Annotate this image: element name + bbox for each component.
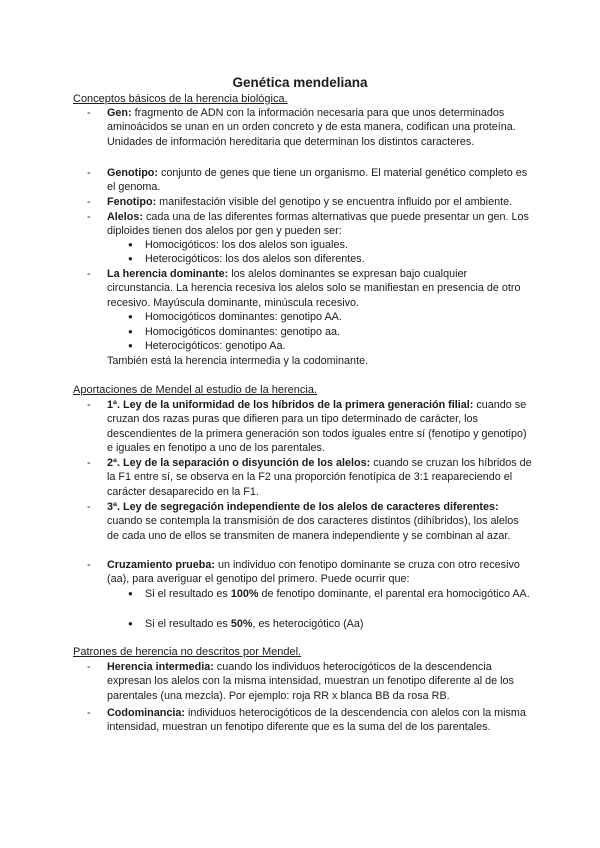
sub-item: Heterocigóticos: genotipo Aa. xyxy=(145,340,286,352)
dash-marker: - xyxy=(87,167,91,179)
term: Gen: xyxy=(107,107,132,119)
term: 2ª. Ley de la separación o disyunción de los alelos: xyxy=(107,457,371,469)
definition: los alelos dominantes se expresan bajo cualquier circunstancia. La herencia recesiva los alelos solo se manifiestan en presencia de otro recesivo. Mayúscula dominante, minúscula recesivo. xyxy=(107,268,521,309)
definition: cuando se cruzan dos razas puras que difieren para un tipo determinado de carácter, los descendientes de la primera generación son todos iguales entre sí (fenotipo y genotipo) e iguales en fenotipo a uno de los parentales. xyxy=(107,399,527,455)
sub-text: , es heterocigótico (Aa) xyxy=(252,618,364,630)
list-item-genotipo xyxy=(107,166,532,195)
sub-bold: 100% xyxy=(230,588,259,600)
bullet-marker: ● xyxy=(128,341,133,350)
dash-marker: - xyxy=(87,661,91,673)
definition: fragmento de ADN con la información necesaria para que unos determinados aminoácidos se unan en un orden concreto y de esta manera, codifican una proteína. Unidades de información hereditaria que determinan los distintos caracteres. xyxy=(107,107,516,148)
dash-marker: - xyxy=(87,559,91,571)
dash-marker: - xyxy=(87,399,91,411)
dash-marker: - xyxy=(87,707,91,719)
sub-item: Homocigóticos: los dos alelos son iguales. xyxy=(145,239,348,251)
sub-item: Homocigóticos dominantes: genotipo AA. xyxy=(145,311,342,323)
list-item-ley-1 xyxy=(107,398,532,456)
dash-marker: - xyxy=(87,457,91,469)
page-title: Genética mendeliana xyxy=(232,75,368,90)
dash-marker: - xyxy=(87,107,91,119)
term: Codominancia: xyxy=(107,707,185,719)
list-item-ley-3 xyxy=(107,500,532,543)
dash-marker: - xyxy=(87,196,91,208)
dash-marker: - xyxy=(87,211,91,223)
sub-text: Si el resultado es xyxy=(145,618,231,630)
term: Cruzamiento prueba: xyxy=(107,559,215,571)
term: Genotipo: xyxy=(107,167,158,179)
term: Fenotipo: xyxy=(107,196,157,208)
term: Alelos: xyxy=(107,211,143,223)
dash-marker: - xyxy=(87,501,91,513)
list-item-gen xyxy=(107,106,532,149)
section-heading-aportaciones: Aportaciones de Mendel al estudio de la herencia. xyxy=(73,384,317,396)
sub-item xyxy=(145,617,535,631)
sub-bold: 50% xyxy=(230,618,253,630)
list-item-alelos xyxy=(107,210,532,239)
definition: manifestación visible del genotipo y se encuentra influido por el ambiente. xyxy=(156,196,513,208)
definition: conjunto de genes que tiene un organismo. El material genético completo es el genoma. xyxy=(107,167,528,194)
list-item-codominancia xyxy=(107,706,532,735)
definition: cuando se cruzan los híbridos de la F1 entre sí, se observa en la F2 una proporción fenotípica de 3:1 reapareciendo el carácter desaparecido en la F1. xyxy=(107,457,532,498)
sub-item: Homocigóticos dominantes: genotipo aa. xyxy=(145,326,341,338)
bullet-marker: ● xyxy=(128,327,133,336)
list-item-herencia-intermedia xyxy=(107,660,532,703)
sub-text: Si el resultado es xyxy=(145,588,231,600)
list-item-fenotipo xyxy=(107,195,532,209)
definition: cuando los individuos heterocigóticos de la descendencia expresan los alelos con la misma intensidad, muestran un fenotipo diferente al de los parentales (una mezcla). Por ejemplo: roja RR x blanca BB da rosa RB. xyxy=(107,661,514,702)
definition: cada una de las diferentes formas alternativas que puede presentar un gen. Los diploides tienen dos alelos por gen y pueden ser: xyxy=(107,211,529,238)
term: 1ª. Ley de la uniformidad de los híbridos de la primera generación filial: xyxy=(107,399,474,411)
bullet-marker: ● xyxy=(128,589,133,598)
bullet-marker: ● xyxy=(128,312,133,321)
definition: individuos heterocigóticos de la descendencia con alelos con la misma intensidad, muestran un fenotipo diferente que es la suma del de los parentales. xyxy=(107,707,526,734)
sub-text: de fenotipo dominante, el parental era homocigótico AA. xyxy=(258,588,530,600)
definition: un individuo con fenotipo dominante se cruza con otro recesivo (aa), para averiguar el genotipo del primero. Puede ocurrir que: xyxy=(107,559,520,586)
bullet-marker: ● xyxy=(128,619,133,628)
list-item-cruzamiento-prueba xyxy=(107,558,532,587)
term: La herencia dominante: xyxy=(107,268,229,280)
bullet-marker: ● xyxy=(128,254,133,263)
closing-note: También está la herencia intermedia y la codominante. xyxy=(107,355,369,367)
list-item-herencia-dominante xyxy=(107,267,532,310)
term: 3ª. Ley de segregación independiente de los alelos de caracteres diferentes: xyxy=(107,501,499,513)
sub-item: Heterocigóticos: los dos alelos son diferentes. xyxy=(145,253,365,265)
term: Herencia intermedia: xyxy=(107,661,214,673)
section-heading-conceptos: Conceptos básicos de la herencia biológica. xyxy=(73,93,288,105)
dash-marker: - xyxy=(87,268,91,280)
list-item-ley-2 xyxy=(107,456,532,499)
sub-item xyxy=(145,587,535,601)
bullet-marker: ● xyxy=(128,240,133,249)
definition: cuando se contempla la transmisión de dos caracteres distintos (dihíbridos), los alelos de cada uno de ellos se transmiten de manera independiente y se combinan al azar. xyxy=(107,515,519,542)
section-heading-patrones: Patrones de herencia no descritos por Mendel. xyxy=(73,646,302,658)
